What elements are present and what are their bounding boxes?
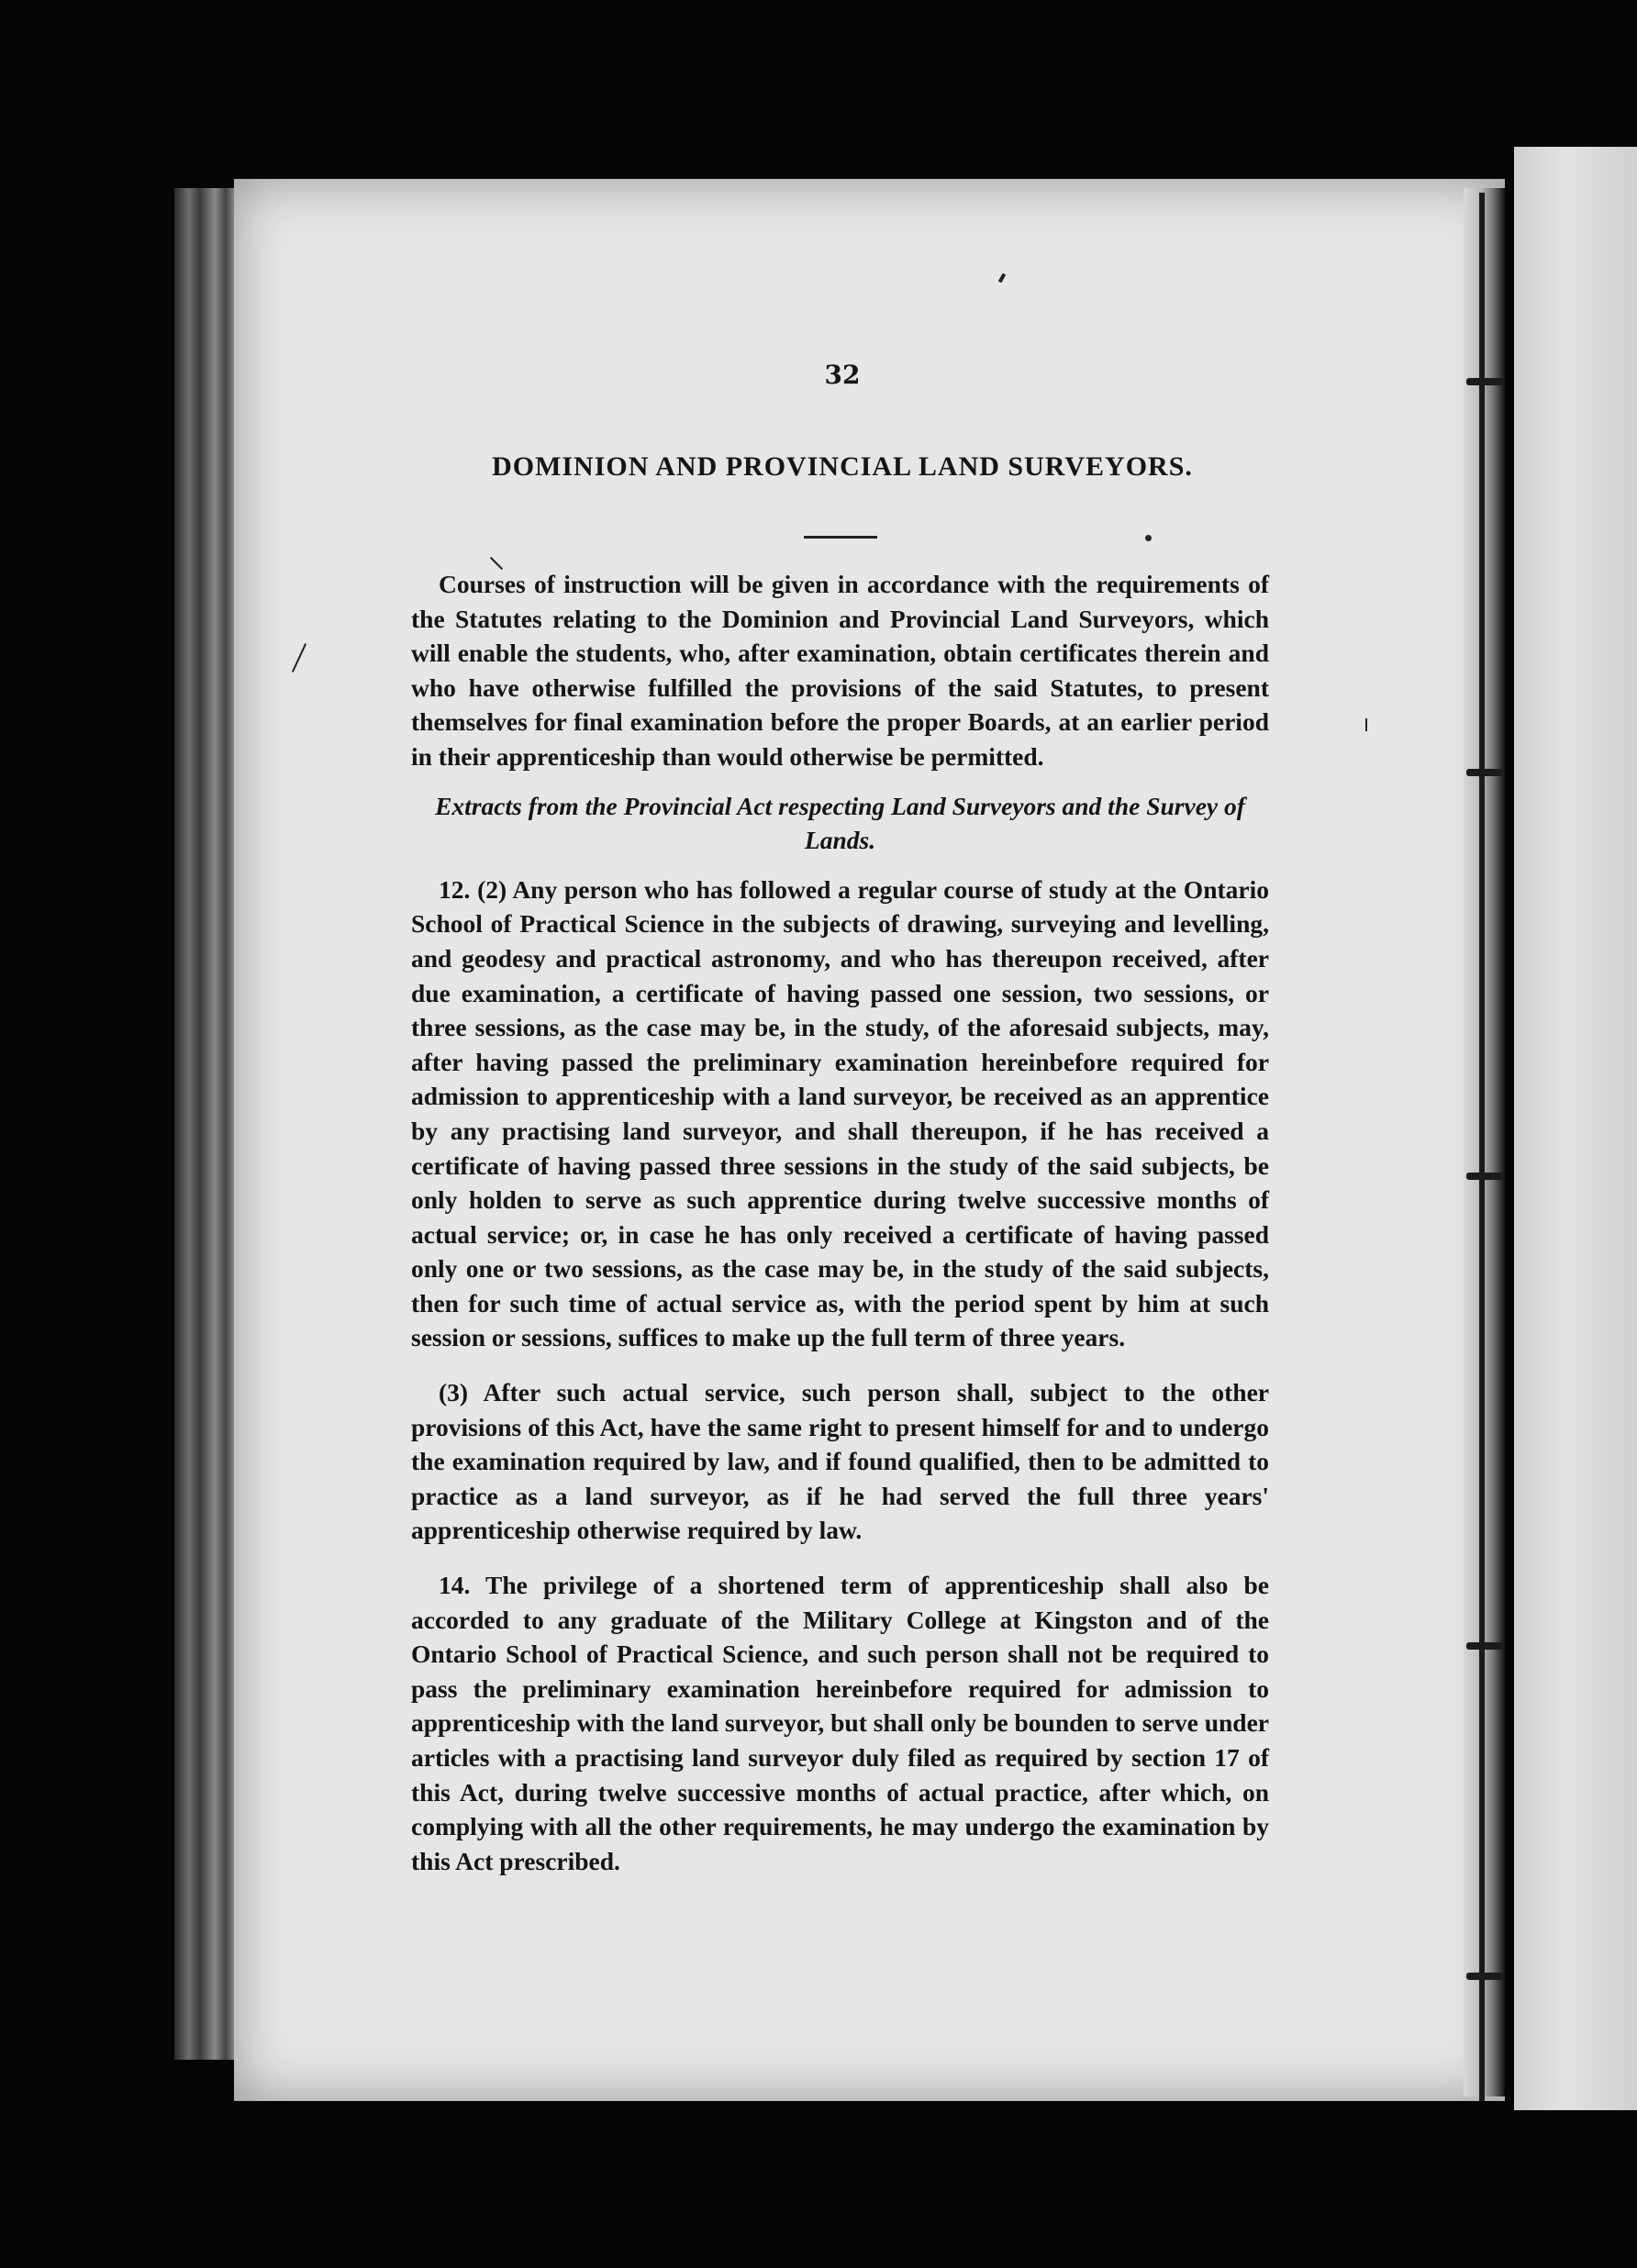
extract-heading: Extracts from the Provincial Act respecting Land Surveyors and the Survey of Lands. — [435, 791, 1245, 855]
section-3-paragraph: (3) After such actual service, such person shall, subject to the other provisions of this Act, have the same right to present himself for and to undergo the examination required by law, and if found qualified, then to be admitted to practice as a land surveyor, as if he had served the full three years' apprenticeship otherwise required by law. — [411, 1378, 1269, 1545]
next-page-edge — [1514, 147, 1637, 2110]
scan-speck — [1365, 718, 1367, 731]
body-text — [411, 567, 1269, 1878]
binding-stitch — [1466, 1973, 1503, 1980]
section-14-paragraph: 14. The privilege of a shortened term of apprenticeship shall also be accorded to any graduate of the Military College at Kingston and of the Ontario School of Practical Science, and such person shall not be required to pass the preliminary examination hereinbefore required for admission to apprenticeship with the land surveyor, but shall only be bounden to serve under articles with a practising land surveyor duly filed as required by section 17 of this Act, during twelve successive months of actual practice, after which, on complying with all the other requirements, he may undergo the examination by this Act prescribed. — [411, 1571, 1269, 1875]
intro-paragraph: Courses of instruction will be given in accordance with the requirements of the Statutes relating to the Dominion and Provincial Land Surveyors, which will enable the students, who, after examination, obtain certificates therein and who have otherwise fulfilled the provisions of the said Statutes, to present themselves for final examination before the proper Boards, at an earlier period in their apprenticeship than would otherwise be permitted. — [411, 570, 1269, 771]
page-title: DOMINION AND PROVINCIAL LAND SURVEYORS. — [492, 451, 1193, 482]
scan-speck — [1145, 535, 1152, 541]
spine-line — [1479, 193, 1485, 2101]
binding-stitch — [1466, 1642, 1503, 1650]
section-12-paragraph: 12. (2) Any person who has followed a regular course of study at the Ontario School of Practical Science in the subjects of drawing, surveying and levelling, and geodesy and practical astronomy, and who has thereupon received, after due examination, a certificate of having passed one session, two sessions, or three sessions, as the case may be, in the study, of the aforesaid subjects, may, after having passed the preliminary examination hereinbefore required for admission to apprenticeship with a land surveyor, be received as an apprentice by any practising land surveyor, and shall thereupon, if he has received a certificate of having passed three sessions in the study of the said subjects, be only holden to serve as such apprentice during twelve successive months of actual service; or, in case he has only received a certificate of having passed only one or two sessions, as the case may be, in the study of the said subjects, then for such time of actual service as, with the period spent by him at such session or sessions, suffices to make up the full term of three years. — [411, 874, 1269, 1352]
page-number: 32 — [824, 360, 861, 390]
binding-stitch — [1466, 378, 1503, 385]
title-rule — [804, 536, 877, 539]
binding-stitch — [1466, 769, 1503, 776]
binding-stitch — [1466, 1173, 1503, 1180]
